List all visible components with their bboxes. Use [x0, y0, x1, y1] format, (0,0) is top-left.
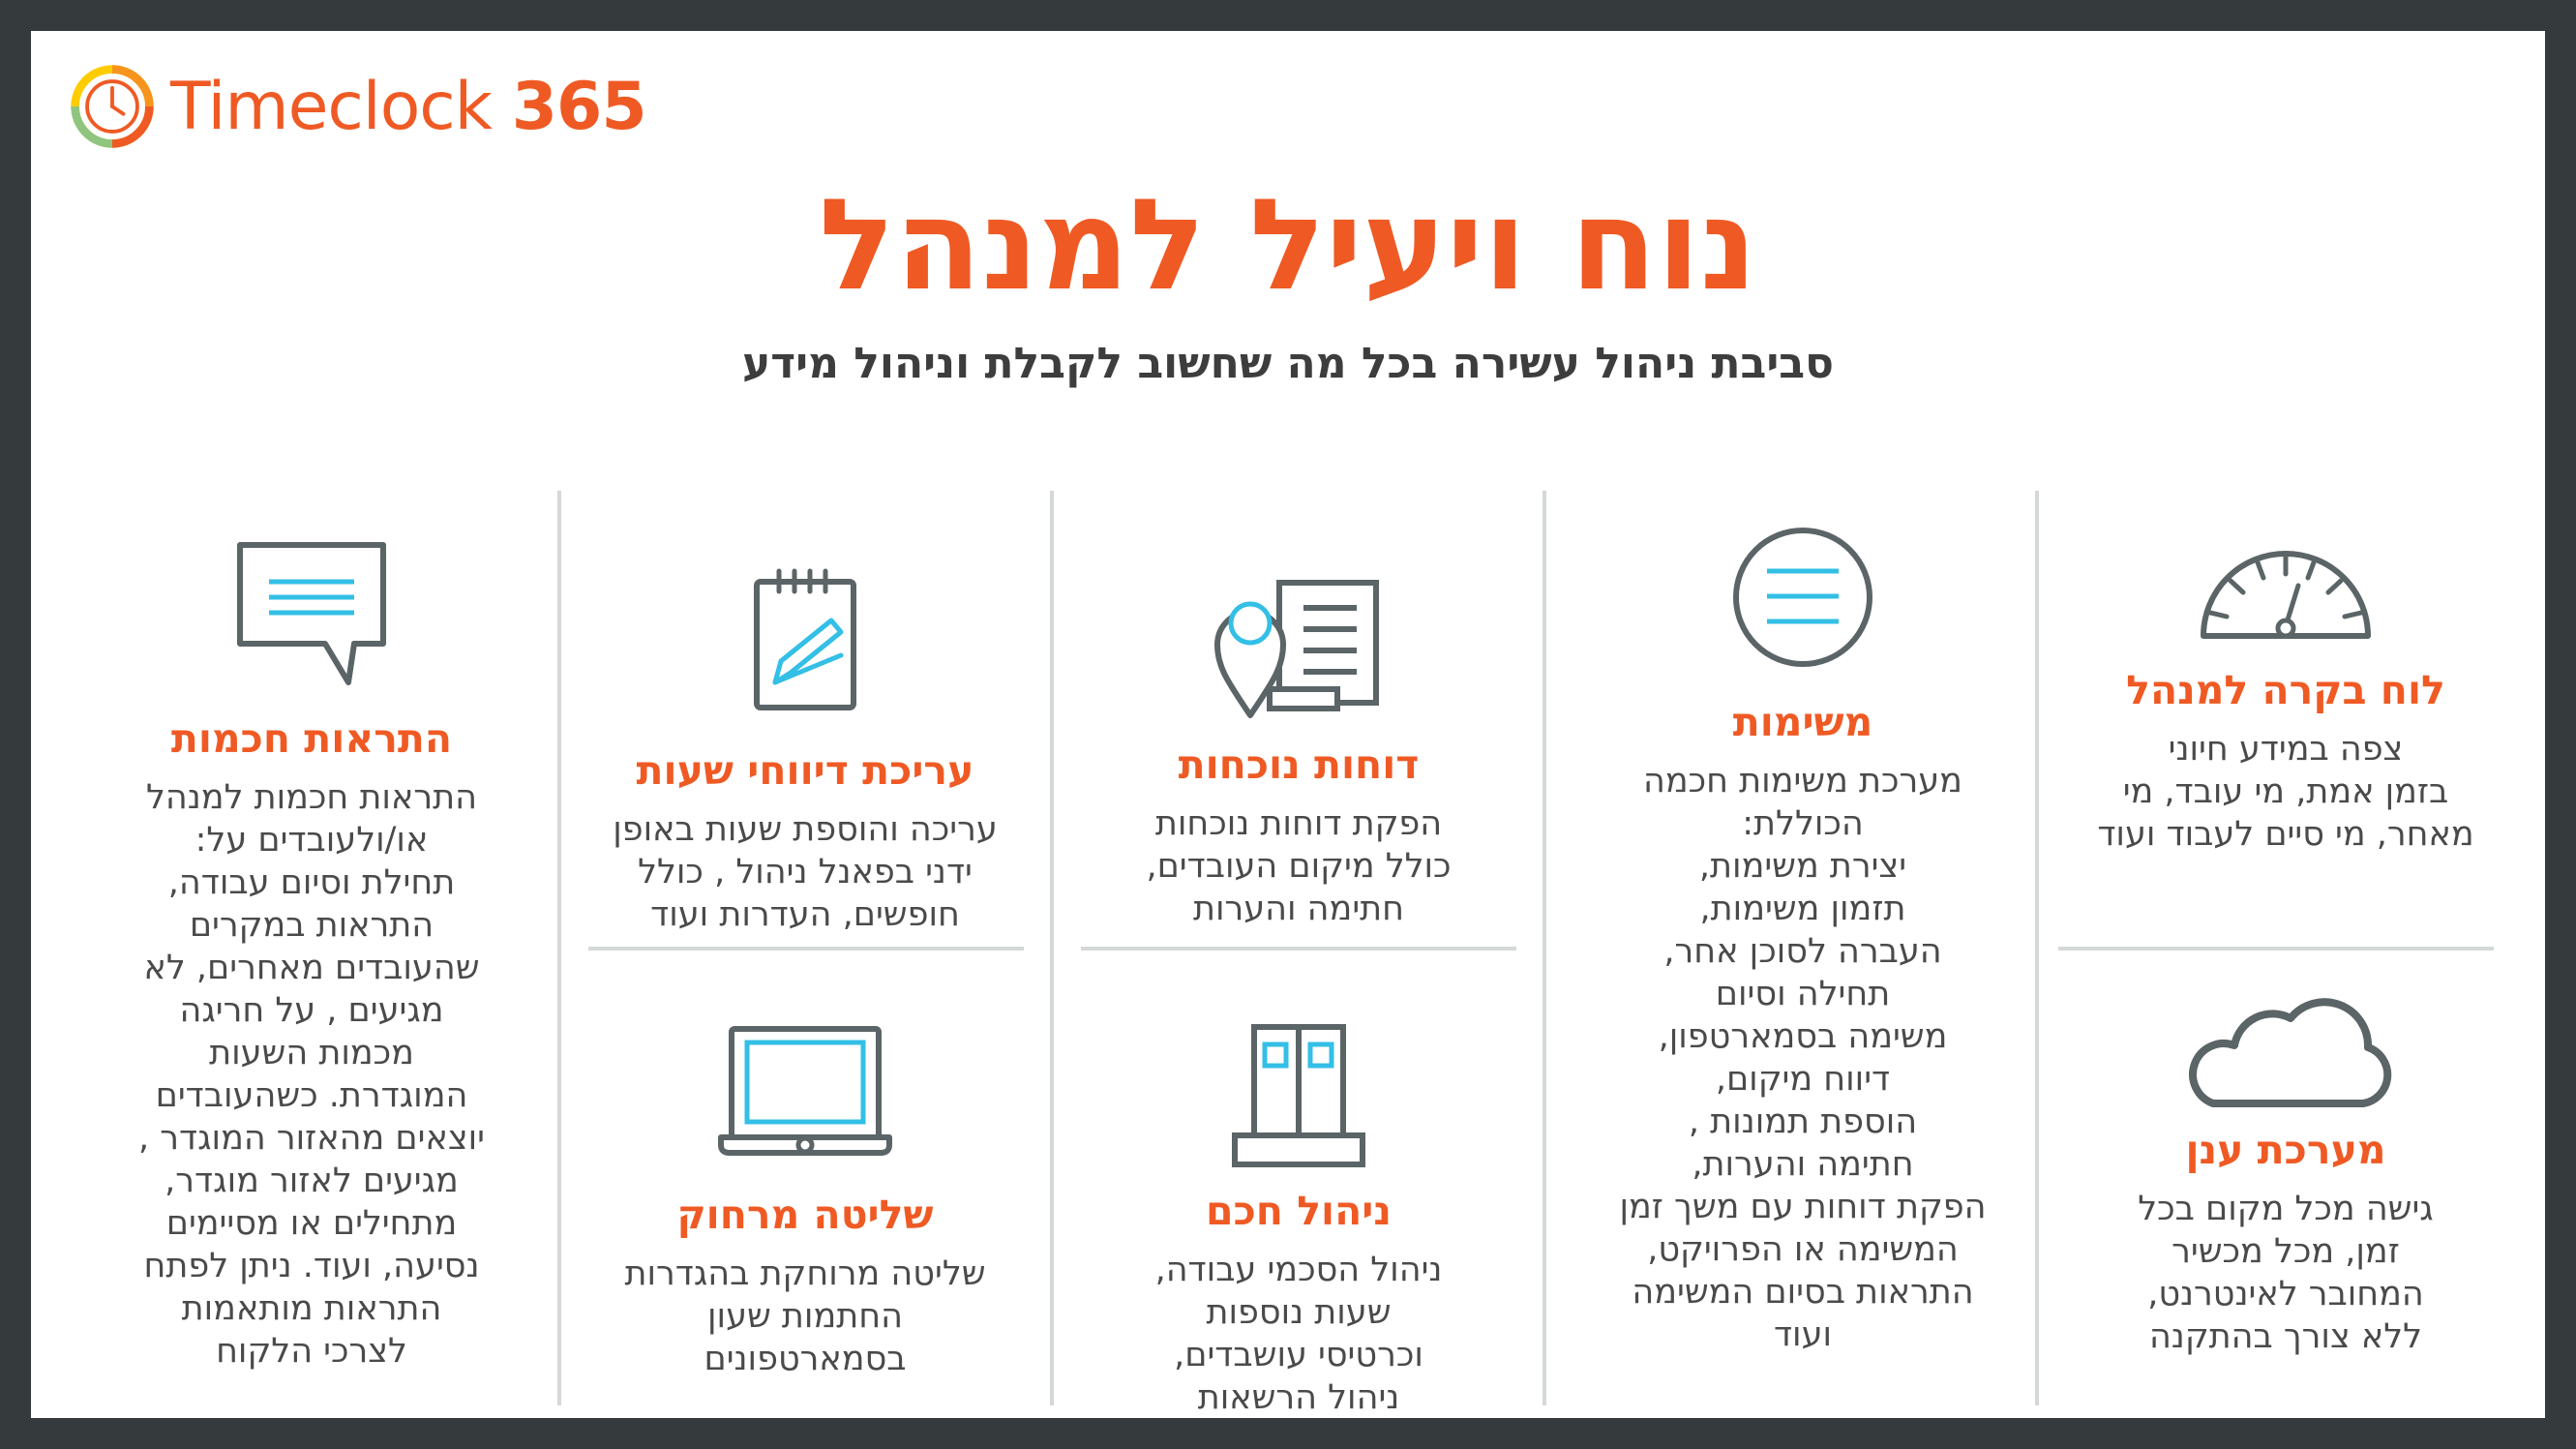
brand-logo	[66, 60, 646, 153]
binders-icon	[1231, 1023, 1366, 1170]
feature-description: התראות חכמות למנהל או/ולעובדים על: תחילת וסיום עבודה, התראות במקרים שהעובדים מאחרים, לא מגיעים , על חריגה מכמות השעות המוגדרת. כשהעובדים יוצאים מהאזור המוגדר , מגיעים לאזור מוגדר, מתחילים או מסיימים נסיעה, ועוד. ניתן לפתח התראות מותאמות לצרכי הלקוח	[138, 778, 485, 1372]
list-circle-icon	[1730, 525, 1875, 670]
row-divider	[1081, 947, 1516, 951]
feature-attendance	[1076, 575, 1521, 930]
brand-number: 365	[511, 68, 646, 145]
laptop-icon	[718, 1023, 892, 1161]
feature-title: משימות	[1732, 699, 1873, 745]
feature-title: לוח בקרה למנהל	[2126, 667, 2445, 713]
cloud-icon	[2174, 989, 2397, 1115]
page-subtitle: סביבת ניהול עשירה בכל מה שחשוב לקבלת וניהול מידע	[741, 339, 1835, 388]
feature-dashboard	[2058, 539, 2513, 856]
column-divider	[1050, 491, 1054, 1405]
feature-description: הפקת דוחות נוכחות כולל מיקום העובדים, חתימה והערות	[1146, 804, 1452, 929]
clock-logo-icon	[66, 60, 159, 153]
feature-edit-hours	[583, 568, 1028, 936]
page-title: נוח ויעיל למנהל	[819, 171, 1757, 318]
feature-title: מערכת ענן	[2185, 1127, 2386, 1173]
feature-title: דוחות נוכחות	[1178, 741, 1420, 788]
notepad-pen-icon	[752, 568, 858, 713]
column-divider	[1543, 491, 1546, 1405]
feature-description: גישה מכל מקום בכל זמן, מכל מכשיר המחובר לאינטרנט, ללא צורך בהתקנה	[2138, 1190, 2434, 1357]
chat-bubble-icon	[234, 539, 389, 694]
feature-description: ניהול הסכמי עבודה, שעות נוספות וכרטיסי עושבדים, ניהול הרשאות	[1154, 1251, 1443, 1418]
brand-name: Timeclock	[170, 68, 493, 145]
feature-smart-management	[1076, 1023, 1521, 1418]
feature-smart-alerts	[89, 539, 534, 1373]
brand-wordmark	[170, 69, 646, 145]
feature-title: התראות חכמות	[170, 715, 453, 762]
infographic-frame	[31, 31, 2545, 1418]
feature-cloud	[2058, 989, 2513, 1358]
column-divider	[557, 491, 561, 1405]
feature-description: צפה במידע חיוני בזמן אמת, מי עובד, מי מאחר, מי סיים לעבוד ועוד	[2097, 730, 2474, 855]
feature-description: עריכה והוספת שעות באופן ידני בפאנל ניהול , כולל חופשים, העדרות ועוד	[613, 810, 998, 935]
row-divider	[588, 947, 1024, 951]
feature-title: ניהול חכם	[1206, 1188, 1392, 1234]
feature-tasks	[1566, 525, 2040, 1356]
feature-title: שליטה מרחוק	[676, 1192, 934, 1238]
speedometer-icon	[2194, 539, 2378, 646]
location-report-icon	[1212, 575, 1386, 720]
feature-description: מערכת משימות חכמה הכוללת: יצירת משימות, תזמון משימות, העברה לסוכן אחר, תחילה וסיום משימה בסמארטפון, דיווח מיקום, הוספת תמונות , חתימה והערות, הפקת דוחות עם משך זמן המשימה או הפרויקט, התראות בסיום המשימה ועוד	[1619, 762, 1987, 1355]
feature-remote-control	[583, 1023, 1028, 1380]
feature-title: עריכת דיווחי שעות	[636, 747, 974, 794]
feature-description: שליטה מרוחקת בהגדרות החתמות שעון בסמארטפונים	[624, 1254, 986, 1379]
row-divider	[2058, 947, 2494, 951]
